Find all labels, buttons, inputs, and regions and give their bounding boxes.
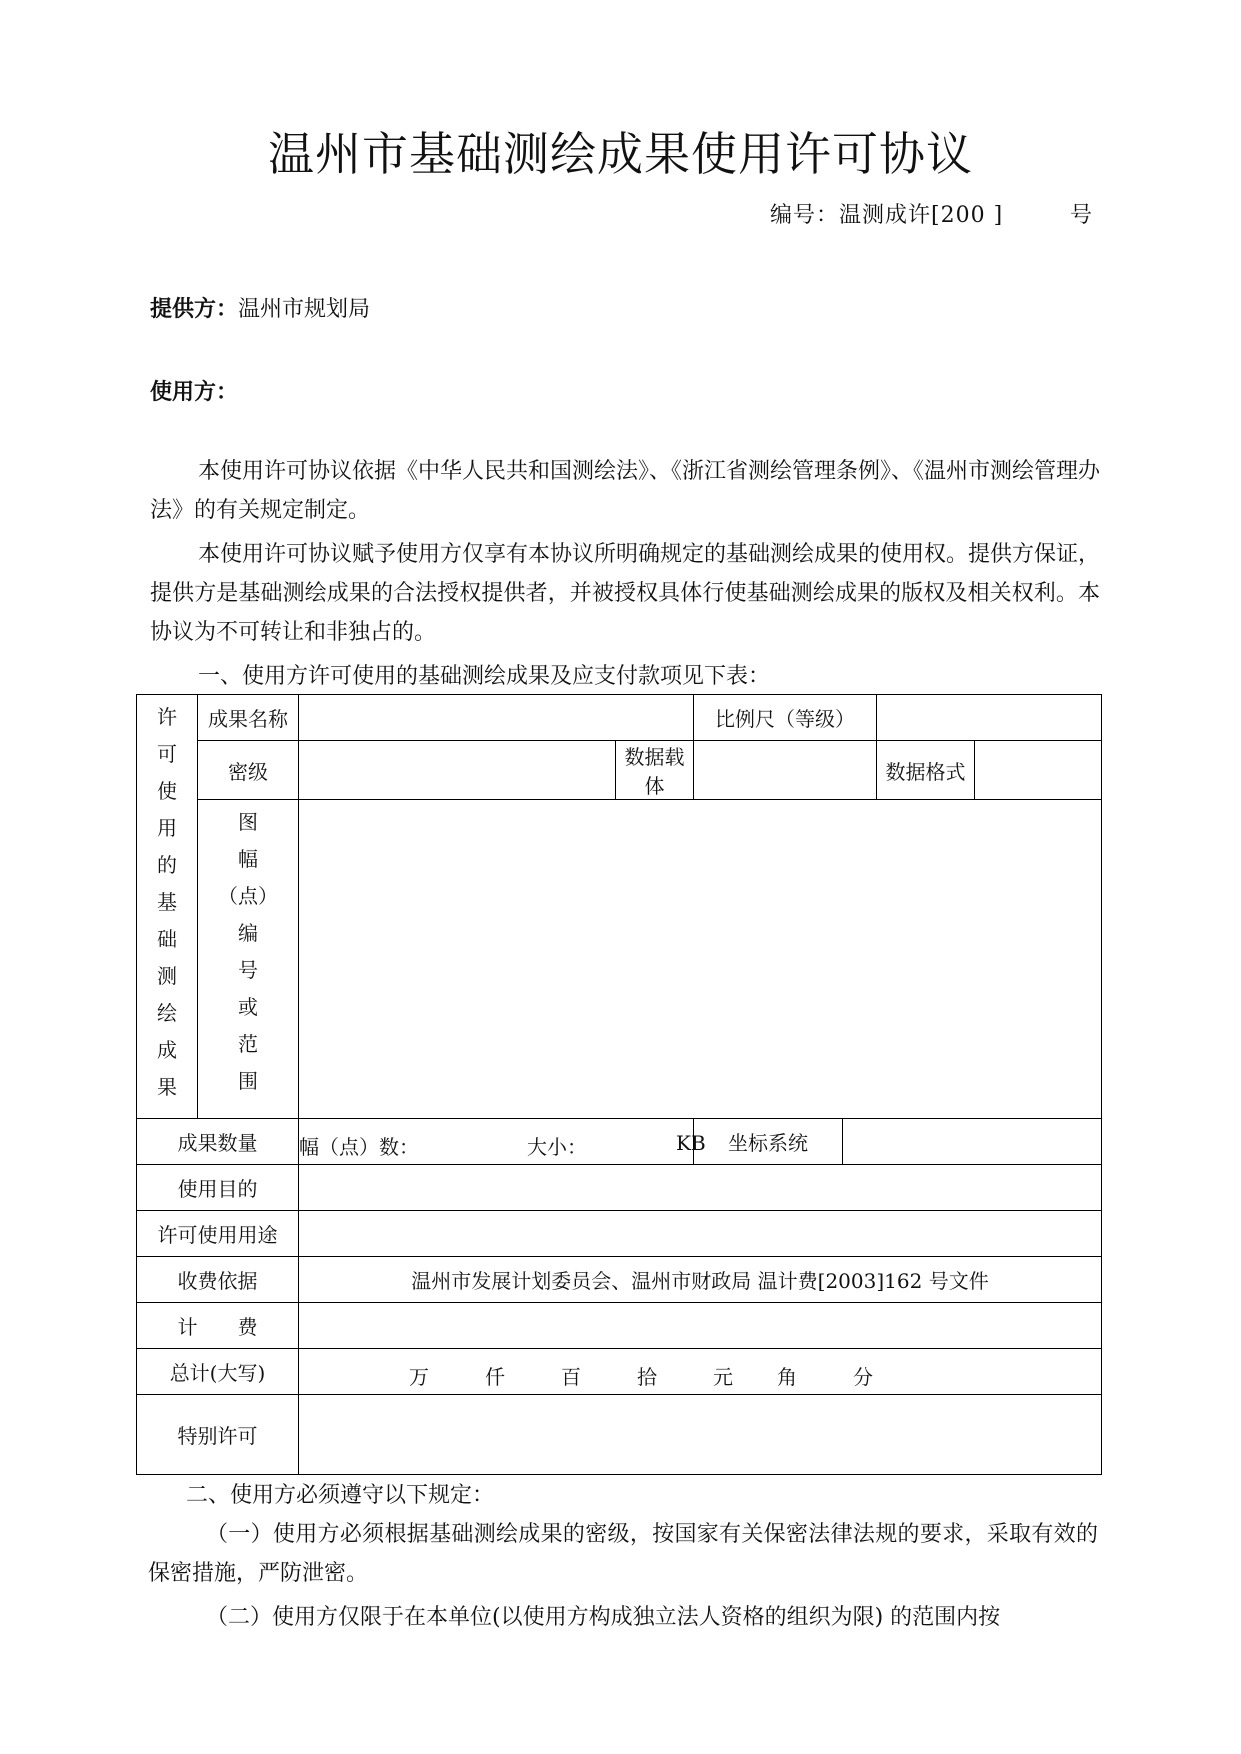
scale-label: 比例尺（等级） <box>694 695 877 741</box>
side-label-char: 测 <box>157 964 177 988</box>
provider-value: 温州市规划局 <box>238 297 371 322</box>
data-carrier-value[interactable] <box>694 741 877 800</box>
paragraph-basis-text: 本使用许可协议依据《中华人民共和国测绘法》、《浙江省测绘管理条例》、《温州市测绘管理办法》的有关规定制定。 <box>150 459 1101 523</box>
document-number <box>770 198 1094 229</box>
provider-line <box>150 292 370 323</box>
coordinate-value[interactable] <box>843 1119 1102 1165</box>
unit-jiao: 角 <box>777 1365 797 1389</box>
side-label-char: 许 <box>157 705 177 729</box>
license-table <box>136 694 1102 1475</box>
paragraph-basis <box>150 452 1100 530</box>
secret-level-label: 密级 <box>198 741 299 800</box>
rule-two <box>148 1598 1138 1637</box>
scale-value[interactable] <box>877 695 1102 741</box>
side-label-char: 基 <box>157 890 177 914</box>
special-label: 特别许可 <box>137 1395 299 1475</box>
total-label: 总计(大写) <box>137 1349 299 1395</box>
unit-qian: 仟 <box>485 1365 505 1389</box>
paragraph-rights <box>150 535 1100 652</box>
quantity-value-cell[interactable] <box>299 1119 706 1165</box>
rule-two-text: （二）使用方仅限于在本单位(以使用方构成独立法人资格的组织为限) 的范围内按 <box>206 1605 1001 1630</box>
unit-fen: 分 <box>853 1365 873 1389</box>
sheet-label-cell <box>198 800 299 1119</box>
purpose-label: 使用目的 <box>137 1165 299 1211</box>
user-label: 使用方： <box>150 380 239 405</box>
rule-one <box>148 1515 1098 1593</box>
side-label-char: 的 <box>157 853 177 877</box>
fee-basis-value: 温州市发展计划委员会、温州市财政局 温计费[2003]162 号文件 <box>299 1257 1102 1303</box>
document-number-suffix: 号 <box>1070 203 1094 228</box>
side-label-char: 成 <box>157 1038 177 1062</box>
coordinate-label: 坐标系统 <box>694 1119 843 1165</box>
unit-wan: 万 <box>409 1365 429 1389</box>
unit-yuan: 元 <box>713 1365 733 1389</box>
size-unit: KB <box>676 1131 706 1155</box>
sheet-label-char: 图 <box>238 810 258 834</box>
billing-label: 计 费 <box>137 1303 299 1349</box>
result-name-value[interactable] <box>299 695 694 741</box>
side-label-cell <box>137 695 198 1119</box>
billing-value[interactable] <box>299 1303 1102 1349</box>
rule-one-text: （一）使用方必须根据基础测绘成果的密级，按国家有关保密法律法规的要求，采取有效的保密措施，严防泄密。 <box>148 1522 1098 1586</box>
usage-value[interactable] <box>299 1211 1102 1257</box>
sheet-label-char: 围 <box>238 1069 258 1093</box>
side-label-char: 础 <box>157 927 177 951</box>
section-two-heading <box>150 1476 1100 1515</box>
data-carrier-label: 数据载体 <box>616 741 694 800</box>
sheet-label-char: 范 <box>238 1032 258 1056</box>
secret-level-value[interactable] <box>299 741 616 800</box>
sheet-label-char: 幅 <box>238 847 258 871</box>
unit-bai: 百 <box>561 1365 581 1389</box>
sheet-value[interactable] <box>299 800 1102 1119</box>
usage-label: 许可使用用途 <box>137 1211 299 1257</box>
side-label <box>137 699 197 1106</box>
side-label-char: 使 <box>157 779 177 803</box>
sheet-label-char: 或 <box>238 995 258 1019</box>
section-one-text: 一、使用方许可使用的基础测绘成果及应支付款项见下表： <box>198 664 771 689</box>
section-one-heading <box>150 657 1100 696</box>
size-label: 大小： <box>527 1135 587 1159</box>
side-label-char: 用 <box>157 816 177 840</box>
sheet-label-char: （点） <box>218 884 278 908</box>
special-value[interactable] <box>299 1395 1102 1475</box>
quantity-label: 成果数量 <box>137 1119 299 1165</box>
document-number-label: 编号：温测成许[200 ] <box>770 203 1004 228</box>
data-format-label: 数据格式 <box>877 741 975 800</box>
data-format-value[interactable] <box>975 741 1102 800</box>
unit-shi: 拾 <box>637 1365 657 1389</box>
side-label-char: 果 <box>157 1075 177 1099</box>
side-label-char: 绘 <box>157 1001 177 1025</box>
side-label-char: 可 <box>157 742 177 766</box>
paragraph-rights-text: 本使用许可协议赋予使用方仅享有本协议所明确规定的基础测绘成果的使用权。提供方保证，提供方是基础测绘成果的合法授权提供者，并被授权具体行使基础测绘成果的版权及相关权利。本协议为不可转让和非独占的。 <box>150 542 1101 645</box>
page-title: 温州市基础测绘成果使用许可协议 <box>268 127 973 181</box>
count-label: 幅（点）数： <box>299 1135 419 1159</box>
sheet-label-char: 编 <box>238 921 258 945</box>
result-name-label: 成果名称 <box>198 695 299 741</box>
sheet-label <box>198 804 298 1100</box>
purpose-value[interactable] <box>299 1165 1102 1211</box>
sheet-label-char: 号 <box>238 958 258 982</box>
fee-basis-label: 收费依据 <box>137 1257 299 1303</box>
total-value-cell[interactable] <box>299 1349 1102 1395</box>
user-line <box>150 375 238 406</box>
provider-label: 提供方： <box>150 297 239 322</box>
section-two-text: 二、使用方必须遵守以下规定： <box>186 1483 495 1508</box>
